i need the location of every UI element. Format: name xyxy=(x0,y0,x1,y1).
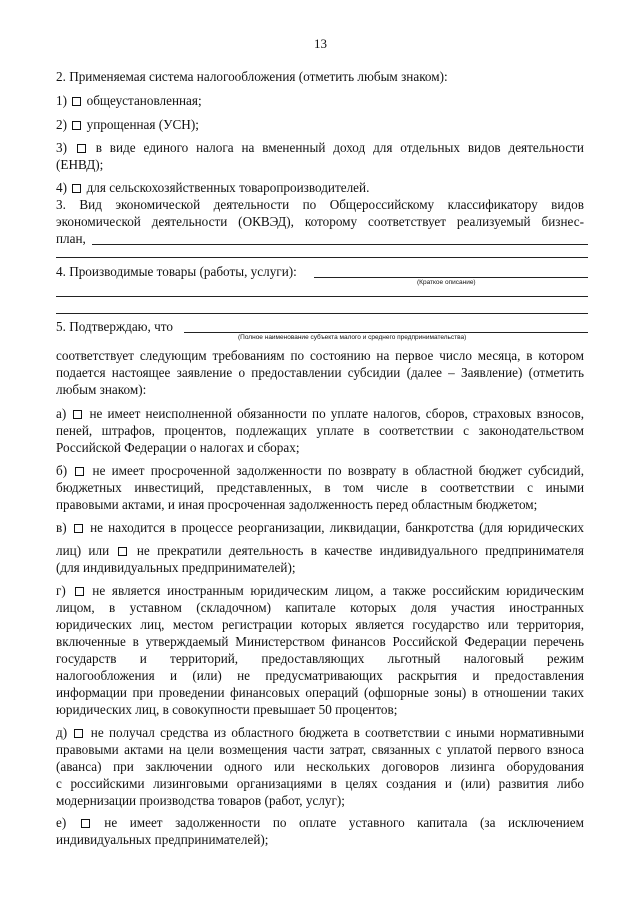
checkbox-agri[interactable] xyxy=(72,184,81,193)
item-e xyxy=(56,814,584,831)
confirm-line-1: соответствует следующим требованиям по состоянию на первое число месяца, в котором xyxy=(56,348,584,363)
item-a-line-1: не имеет неисполненной обязанности по уплате налогов, сборов, страховых взносов, xyxy=(89,406,584,421)
item-b xyxy=(56,462,584,479)
tax-option-3-cont: (ЕНВД); xyxy=(56,157,104,172)
item-g-line-8: юридических лиц, в совокупности превышает 50 процентов; xyxy=(56,702,398,717)
item-d-line-4: с российскими лизинговыми организациями в целях создания и (или) развития либо xyxy=(56,776,584,791)
item-a xyxy=(56,405,584,422)
item-v-line-1: не находится в процессе реорганизации, ликвидации, банкротства (для юридических xyxy=(90,520,585,535)
checkbox-e[interactable] xyxy=(81,819,90,828)
tax-option-4-label: для сельскохозяйственных товаропроизводителей. xyxy=(86,180,370,195)
item-v-line-2 xyxy=(56,542,584,559)
tax-option-2-number: 2) xyxy=(56,117,67,132)
item-a-line-2: пеней, штрафов, процентов, подлежащих уплате в соответствии с законодательством xyxy=(56,423,584,438)
item-g-line-6: налогообложения и (или) не предусматривающих раскрытия и предоставления xyxy=(56,668,584,683)
item-b-prefix: б) xyxy=(56,463,68,478)
checkbox-general[interactable] xyxy=(72,97,81,106)
confirm-label: 5. Подтверждаю, что xyxy=(56,319,173,334)
item-g-prefix: г) xyxy=(56,583,66,598)
item-b-line-2: бюджетных инвестиций, представленных, в том числе в соответствии с иными xyxy=(56,480,584,495)
checkbox-d[interactable] xyxy=(74,729,83,738)
goods-field-1[interactable] xyxy=(314,277,588,278)
okved-field-2[interactable] xyxy=(56,257,588,258)
item-g-line-4: включенные в утверждаемый Министерством финансов Российской Федерации перечень xyxy=(56,634,584,649)
tax-option-4 xyxy=(56,179,369,196)
checkbox-b[interactable] xyxy=(75,467,84,476)
goods-caption: (Краткое описание) xyxy=(417,279,476,286)
item-b-line-3: правовыми актами, и иная просроченная задолженность перед областным бюджетом; xyxy=(56,497,538,512)
item-d-line-5: модернизации производства товаров (работ, услуг); xyxy=(56,793,345,808)
confirm-line-3: любым знаком): xyxy=(56,382,147,397)
tax-heading: 2. Применяемая система налогообложения (отметить любым знаком): xyxy=(56,69,448,84)
tax-option-1-number: 1) xyxy=(56,93,67,108)
item-v xyxy=(56,519,584,536)
goods-label: 4. Производимые товары (работы, услуги): xyxy=(56,264,297,279)
item-g-line-2: лицом, в уставном (складочном) капитале которых доля участия иностранных xyxy=(56,600,584,615)
item-d xyxy=(56,724,584,741)
item-a-line-3: Российской Федерации о налогах и сборах; xyxy=(56,440,300,455)
confirm-line-2: подается настоящее заявление о предоставлении субсидии (далее – Заявление) (отметить xyxy=(56,365,584,380)
item-d-line-3: (аванса) при заключении одного или нескольких договоров лизинга оборудования xyxy=(56,759,584,774)
item-a-prefix: а) xyxy=(56,406,67,421)
item-e-prefix: е) xyxy=(56,815,67,830)
page-number: 13 xyxy=(314,36,327,51)
goods-field-2[interactable] xyxy=(56,296,588,297)
item-g xyxy=(56,582,584,599)
tax-option-3-number: 3) xyxy=(56,140,67,155)
item-b-line-1: не имеет просроченной задолженности по возврату в областной бюджет субсидий, xyxy=(92,463,584,478)
tax-option-3-label: в виде единого налога на вмененный доход для отдельных видов деятельности xyxy=(95,140,584,155)
tax-option-4-number: 4) xyxy=(56,180,67,195)
okved-line-2: экономической деятельности (ОКВЭД), которому соответствует реализуемый бизнес- xyxy=(56,214,584,229)
okved-field-1[interactable] xyxy=(92,244,588,245)
tax-option-1 xyxy=(56,92,202,109)
checkbox-v[interactable] xyxy=(74,524,83,533)
item-v-line-2b: не прекратили деятельность в качестве индивидуального предпринимателя xyxy=(136,543,584,558)
tax-option-1-label: общеустановленная; xyxy=(86,93,202,108)
goods-field-3[interactable] xyxy=(56,313,588,314)
item-d-line-1: не получал средства из областного бюджета в соответствии с иными нормативными xyxy=(90,725,585,740)
tax-option-2-label: упрощенная (УСН); xyxy=(86,117,199,132)
item-e-line-2: индивидуальных предпринимателей); xyxy=(56,832,269,847)
item-g-line-3: юридических лиц, местом регистрации которых является государство или территория, xyxy=(56,617,584,632)
item-d-line-2: правовыми актами на цели возмещения части затрат, связанных с уплатой первого взноса xyxy=(56,742,584,757)
item-g-line-7: информации при проведении финансовых операций (офшорные зоны) в отношении таких xyxy=(56,685,584,700)
item-g-line-5: государств и территорий, предоставляющих льготный налоговый режим xyxy=(56,651,584,666)
checkbox-envd[interactable] xyxy=(77,144,86,153)
item-d-prefix: д) xyxy=(56,725,68,740)
item-v-line-3: (для индивидуальных предпринимателей); xyxy=(56,560,296,575)
item-e-line-1: не имеет задолженности по оплате уставного капитала (за исключением xyxy=(104,815,585,830)
checkbox-a[interactable] xyxy=(73,410,82,419)
item-v-prefix: в) xyxy=(56,520,67,535)
tax-option-2 xyxy=(56,116,199,133)
tax-option-3 xyxy=(56,139,584,156)
item-v-line-2a: лиц) или xyxy=(56,543,110,558)
okved-line-3: план, xyxy=(56,231,86,246)
confirm-caption: (Полное наименование субъекта малого и среднего предпринимательства) xyxy=(238,334,467,341)
checkbox-usn[interactable] xyxy=(72,121,81,130)
item-g-line-1: не является иностранным юридическим лицом, а также российским юридическим xyxy=(92,583,585,598)
confirm-field[interactable] xyxy=(184,332,588,333)
checkbox-g[interactable] xyxy=(75,587,84,596)
checkbox-v-ip[interactable] xyxy=(118,547,127,556)
okved-line-1: 3. Вид экономической деятельности по Общероссийскому классификатору видов xyxy=(56,197,584,212)
